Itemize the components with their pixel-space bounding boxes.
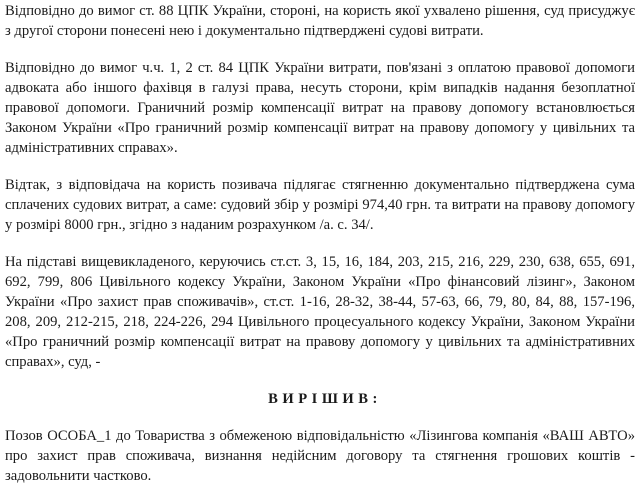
paragraph-gap xyxy=(5,372,635,389)
decision-heading: ВИРІШИВ: xyxy=(268,391,382,407)
paragraph-gap xyxy=(5,158,635,175)
paragraph-gap xyxy=(5,235,635,252)
paragraph-gap xyxy=(5,41,635,58)
paragraph-legal-basis: На підставі вищевикладеного, керуючись ст.ст. 3, 15, 16, 184, 203, 215, 216, 229, 230, 638, 655, 691, 692, 799, 806 Цивільного кодексу України, Законом України «Про фінансовий лізинг», Законом України «Про захист прав споживачів», ст.ст. 1-16, 28-32, 38-44, 57-63, 66, 79, 80, 84, 88, 157-196, 208, 209, 212-215, 218, 224-226, 294 Цивільного процесуального кодексу України, Законом України «Про граничний розмір компенсації витрат на правову допомогу у цивільних та адміністративних справах», суд, - xyxy=(5,254,635,370)
paragraph-recovery: Відтак, з відповідача на користь позивача підлягає стягненню документально підтверджена сума сплачених судових витрат, а саме: судовий збір у розмірі 974,40 грн. та витрати на правову допомогу у розмірі 8000 грн., згідно з наданим розрахунком /а. с. 34/. xyxy=(5,177,635,233)
document-page xyxy=(5,0,635,486)
paragraph-legal-aid: Відповідно до вимог ч.ч. 1, 2 ст. 84 ЦПК України витрати, пов'язані з оплатою правової допомоги адвоката або іншого фахівця в галузі права, несуть сторони, крім випадків надання безоплатної правової допомоги. Граничний розмір компенсації витрат на правову допомогу встановлюється Законом України «Про граничний розмір компенсації витрат на правову допомогу у цивільних та адміністративних справах». xyxy=(5,60,635,156)
paragraph-court-costs: Відповідно до вимог ст. 88 ЦПК України, стороні, на користь якої ухвалено рішення, суд присуджує з другої сторони понесені нею і документально підтверджені судові витрати. xyxy=(5,3,635,39)
paragraph-decision: Позов ОСОБА_1 до Товариства з обмеженою відповідальністю «Лізингова компанія «ВАШ АВТО» про захист прав споживача, визнання недійсним договору та стягнення грошових коштів - задовольнити частково. xyxy=(5,428,635,484)
paragraph-gap xyxy=(5,409,635,426)
